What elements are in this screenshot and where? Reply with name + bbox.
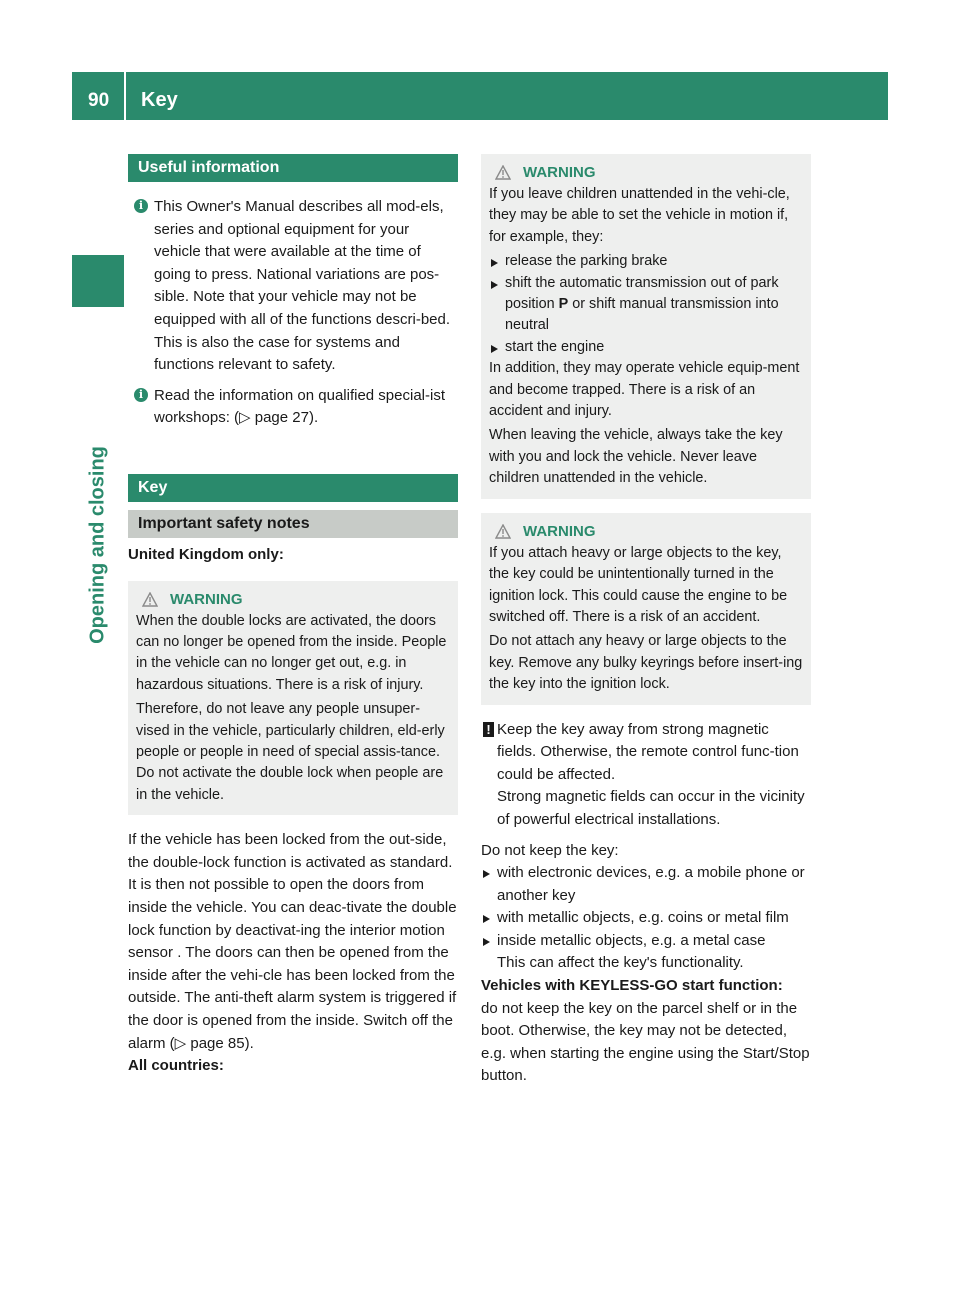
caution-note <box>481 719 811 832</box>
info-icon: i <box>134 388 148 402</box>
info-note-text: Read the information on qualified special-ist workshops: (▷ page 27). <box>154 386 445 427</box>
key-heading: Key <box>128 474 458 502</box>
list-item: start the engine <box>489 337 803 358</box>
info-note-text: This Owner's Manual describes all mod-els, series and optional equipment for your vehicle that were available at the time of going to press. National variations are pos-sible. Note that your vehicle may not be equipped with all of the functions descri-bed. This is also the case for systems and functions relevant to safety. <box>154 198 451 374</box>
chapter-marker <box>72 255 124 307</box>
list-item: with metallic objects, e.g. coins or metal film <box>481 907 811 930</box>
info-note <box>128 385 458 430</box>
all-countries-label: All countries: <box>128 1057 224 1075</box>
uk-only-label: United Kingdom only: <box>128 545 284 563</box>
caution-icon: ! <box>483 722 494 737</box>
body-text: If the vehicle has been locked from the out-side, the double-lock function is activated as standard. It is then not possible to open the doors from inside the vehicle. You can deac-tivate the double lock function by deactivat-ing the interior motion sensor . The doors can then be opened from the inside after the vehi-cle has been locked from the outside. The anti-theft alarm system is triggered if the door is opened from the inside. Switch off the alarm (▷ page 85). <box>128 831 457 1052</box>
warning-box <box>481 513 811 705</box>
caution-text: Strong magnetic fields can occur in the vicinity of powerful electrical installations. <box>497 788 805 828</box>
body-text: This can affect the key's functionality. <box>497 954 744 972</box>
warning-text: In addition, they may operate vehicle equip-ment and become trapped. There is a risk of an accident and injury. <box>489 360 800 420</box>
body-text: Do not keep the key: <box>481 841 619 859</box>
list-item: inside metallic objects, e.g. a metal case <box>481 930 811 953</box>
warning-text: If you attach heavy or large objects to the key, the key could be unintentionally turned in the ignition lock. This could cause the engine to be switched off. There is a risk of an accident. <box>489 544 788 625</box>
warning-title-text: WARNING <box>523 164 596 181</box>
warning-text: Therefore, do not leave any people unsuper-vised in the vehicle, particularly children, eld-erly people or people in need of special assis-tance. Do not activate the double lock when people are in the vehicle. <box>136 701 445 803</box>
info-note <box>128 196 458 377</box>
right-column <box>481 154 811 1088</box>
warning-text: Do not attach any heavy or large objects to the key. Remove any bulky keyrings before insert-ing the key into the ignition lock. <box>489 633 803 693</box>
info-icon: i <box>134 199 148 213</box>
warning-title <box>489 164 803 181</box>
warning-title-text: WARNING <box>170 590 243 608</box>
useful-info-heading: Useful information <box>128 154 458 182</box>
warning-icon <box>142 592 158 607</box>
body-text: do not keep the key on the parcel shelf or in the boot. Otherwise, the key may not be detected, e.g. when starting the engine using the Start/Stop button. <box>481 999 810 1085</box>
warning-box <box>128 581 458 816</box>
page-number: 90 <box>88 90 110 111</box>
safety-heading: Important safety notes <box>128 510 458 538</box>
warning-title <box>136 591 450 608</box>
caution-text: Keep the key away from strong magnetic fields. Otherwise, the remote control func-tion could be affected. <box>497 720 799 783</box>
list-item: release the parking brake <box>489 251 803 272</box>
header-divider <box>124 72 126 120</box>
left-column <box>128 154 458 1078</box>
keyless-heading: Vehicles with KEYLESS-GO start function: <box>481 977 783 995</box>
page-title: Key <box>141 89 178 111</box>
chapter-label: Opening and closing <box>86 446 109 644</box>
list-item: with electronic devices, e.g. a mobile phone or another key <box>481 862 811 907</box>
warning-text: When the double locks are activated, the doors can no longer be opened from the inside. People in the vehicle can no longer get out, e.g. in hazardous situations. There is a risk of injury. <box>136 612 447 693</box>
warning-text: When leaving the vehicle, always take the key with you and lock the vehicle. Never leave children unattended in the vehicle. <box>489 427 783 487</box>
warning-title <box>489 523 803 540</box>
list-item <box>489 273 803 337</box>
warning-box <box>481 154 811 499</box>
warning-title-text: WARNING <box>523 522 596 540</box>
warning-icon <box>495 524 511 539</box>
list-item-text: shift the automatic transmission out of park position P or shift manual transmission into neutral <box>505 274 779 334</box>
warning-icon <box>495 165 511 180</box>
header-bar <box>72 72 888 120</box>
warning-text: If you leave children unattended in the vehi-cle, they may be able to set the vehicle in motion if, for example, they: <box>489 186 790 245</box>
